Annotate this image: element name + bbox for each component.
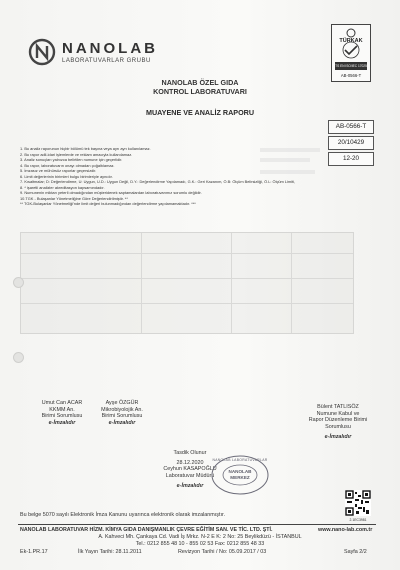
stamp-center-label: MERKEZ: [230, 475, 250, 480]
e-signature-note: Bu belge 5070 sayılı Elektronik İmza Kanunu uyarınca elektronik olarak imzalanmıştır.: [20, 512, 225, 518]
stamp-center-name: NANOLAB: [228, 469, 252, 474]
approval-date: 28.12.2020: [176, 459, 204, 466]
signer-name: Ayşe ÖZGÜR: [105, 400, 139, 406]
note-line: 3. Analiz sonuçları yalnızca belirtilen numune için geçerlidir.: [20, 157, 123, 162]
company-subtitle: LABORATUVARLAR GRUBU: [62, 58, 151, 64]
code-box-accreditation: AB-0566-T: [328, 120, 374, 134]
turkak-mark: TÜRKAK: [339, 38, 363, 44]
code-box-report-no: 20/10429: [328, 136, 374, 150]
e-signature-label: e-İmzalıdır: [48, 419, 76, 426]
stamp-ring-text: NANOLAB LABORATUVARLAR: [212, 458, 268, 462]
lab-name-line1: NANOLAB ÖZEL GIDA: [161, 78, 239, 87]
signer-title: KKMM An.: [49, 406, 75, 413]
approval-label: Tasdik Olunur: [173, 450, 207, 456]
signer-role: Birimi Sorumlusu: [41, 413, 83, 420]
signer-role: Sorumlusu: [325, 423, 351, 430]
signer-title-2: Rapor Düzenleme Birimi: [308, 417, 368, 424]
signer-title: Numune Kabul ve: [316, 410, 360, 417]
footer-form-code: Ek-1.PR.17: [20, 549, 48, 555]
footer-page-number: Sayfa 2/2: [344, 549, 367, 555]
note-line: 10.TGK - Bulaşanlar Yönetmeliğine Göre Değerlendirilmiştir. **: [20, 195, 128, 201]
footer-publish-date: İlk Yayın Tarihi: 28.11.2011: [78, 549, 142, 555]
turkak-badge: [331, 24, 371, 82]
note-line: 8. * işaretli analizler akreditasyon kapsamındadır.: [20, 184, 105, 190]
note-line: 6. Limit değerlerinin birimleri bulgu birimleriyle aynıdır.: [20, 173, 113, 179]
punch-hole: [13, 277, 24, 288]
footer-address: A. Kahveci Mh. Çankaya Cd. Vadi İş Mrkz. N-2 E K: 2 No: 25 Beylikdüzü - İSTANBUL: [98, 534, 302, 540]
nanolab-logo-icon: [28, 38, 56, 66]
footer-website[interactable]: www.nano-lab.com.tr: [318, 527, 373, 533]
signature-block-sample-acceptance: [300, 404, 376, 441]
code-box-date: 12-20: [328, 152, 374, 166]
report-title: MUAYENE VE ANALİZ RAPORU: [145, 108, 255, 117]
signature-block-micro: [92, 400, 152, 426]
report-notes: [20, 146, 310, 207]
footer-divider: [18, 524, 376, 525]
note-line: ** TGK-Bulaşanlar Yönetmeliği'nde limit değeri bulunmadığından değerlendirme yapılamamaktadır. ***: [20, 201, 196, 206]
footer-company: NANOLAB LABORATUVAR HİZM. KİMYA GIDA DANIŞMANLIK ÇEVRE EĞİTİM SAN. VE TİC. LTD. ŞTİ.: [20, 527, 273, 533]
signer-name: Umut Can ACAR: [41, 400, 83, 406]
footer-phones: Tel.: 0212 855 48 10 - 855 02 53 Fax: 0212 855 48 33: [135, 541, 265, 547]
approver-name: Ceyhun KASAPOĞLU: [163, 466, 217, 473]
turkak-standard: TS EN ISO/IEC 17025: [335, 63, 367, 68]
approver-role: Laboratuvar Müdürü: [165, 472, 215, 479]
turkak-code: AB-0566-T: [340, 73, 362, 78]
footer-revision: Revizyon Tarihi / No: 05.09.2017 / 03: [178, 549, 267, 555]
lab-name-line2: KONTROL LABORATUVARI: [153, 87, 247, 96]
signer-title: Mikrobiyolojik An.: [101, 406, 143, 413]
lab-stamp: [210, 454, 270, 496]
note-line: 2. Bu rapor adli-idari işlemlerde ve reklam amacıyla kullanılamaz.: [20, 151, 133, 157]
punch-hole: [13, 352, 24, 363]
bleed-through-table: [20, 232, 354, 334]
qr-caption: 2.1EC3981: [349, 518, 367, 522]
signer-role: Birimi Sorumlusu: [101, 413, 143, 420]
note-line: 1. Bu analiz raporunun hiçbir bölümü tek başına veya ayrı ayrı kullanılamaz.: [20, 146, 151, 151]
note-line: 4. Bu rapor, laboratuvarın onayı olmadan çoğaltılamaz.: [20, 162, 115, 168]
e-signature-label: e-İmzalıdır: [324, 434, 352, 441]
qr-code-icon: [345, 490, 371, 516]
e-signature-label: e-İmzalıdır: [176, 483, 204, 490]
note-line: 9. Numunenin miktarı yeterli olmadığından müşteridenek saptamalardan laboratuvarımız sorumlu değildir.: [20, 190, 202, 195]
signature-block-kkmm: [32, 400, 92, 426]
company-name: NANOLAB: [62, 40, 158, 57]
note-line: 7. Kısaltmalar; D: Değerlendirme, U: Uygun, U.D.: Uygun Değil, D.Y.: Değerlendirme Yapılamadı, G.K.: Geri Kazanım, Ö.B: Ölçüm Belirsizliği, Ö.L: Ölçüm Limiti,: [20, 179, 296, 184]
e-signature-label: e-İmzalıdır: [108, 419, 136, 426]
note-line: 5. İmzasız ve mühürsüz raporlar geçersizdir.: [20, 168, 97, 173]
signer-name: Bülent TATLISÖZ: [317, 404, 359, 410]
